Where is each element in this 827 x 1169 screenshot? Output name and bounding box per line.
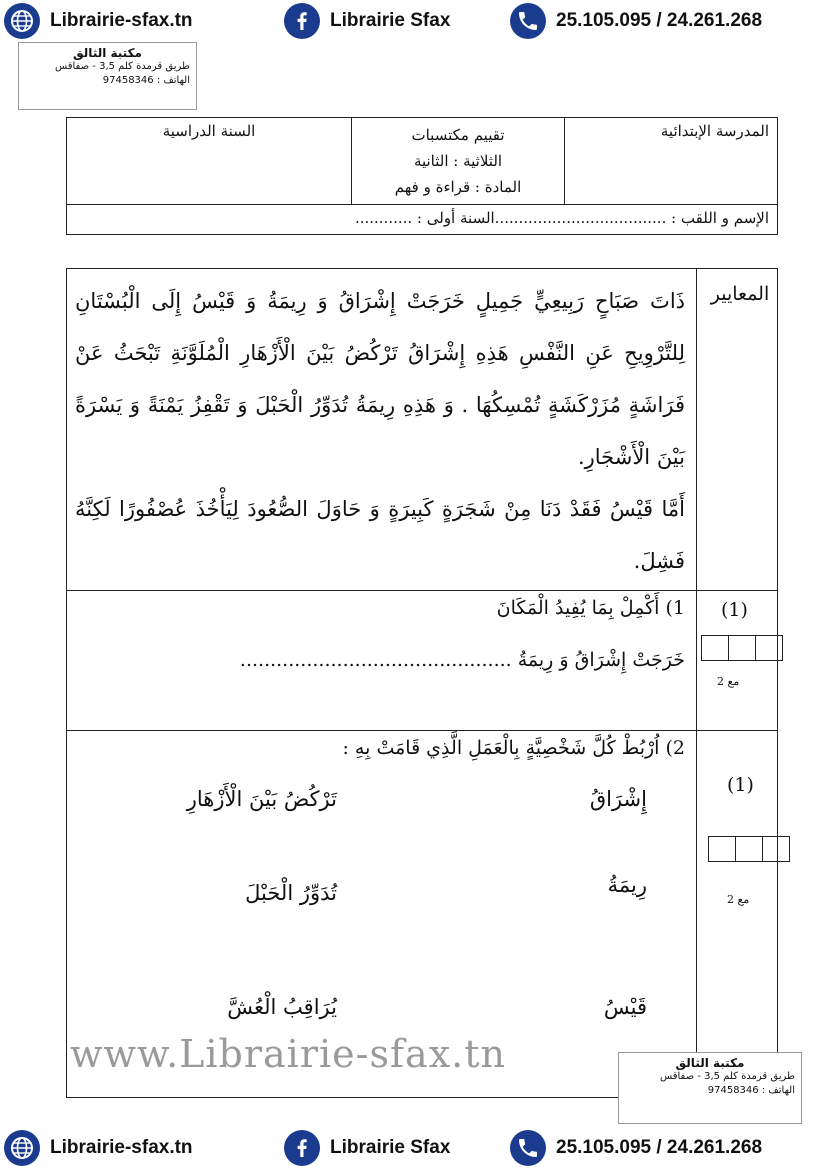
action-running[interactable]: تَرْكُضُ بَيْنَ الْأَزْهَارِ — [186, 787, 337, 811]
q2-mark: مع 2 — [727, 893, 750, 906]
year-cell — [67, 118, 352, 205]
q2-box[interactable] — [709, 837, 735, 861]
trimester: الثلاثية : الثانية — [413, 152, 503, 170]
stamp-phone-bottom: الهاتف : 97458346 — [707, 1085, 795, 1096]
phone-text-bottom: 25.105.095 / 24.261.268 — [556, 1137, 763, 1158]
q1-instruction: 1) أَكْمِلْ بِمَا يُفِيدُ الْمَكَانَ — [496, 597, 685, 619]
subject: المادة : قراءة و فهم — [394, 178, 522, 196]
criteria-divider — [696, 269, 697, 1097]
evaluation-title: تقييم مكتسبات — [411, 126, 505, 144]
exam-header — [66, 117, 778, 235]
evaluation-cell — [352, 118, 565, 205]
q1-answer-line[interactable]: خَرَجَتْ إِشْرَاقُ وَ رِيمَةُ ............................................. — [239, 649, 685, 671]
school-cell — [565, 118, 778, 205]
q1-criteria-boxes — [701, 635, 783, 661]
q2-instruction: 2) اُرْبُطْ كُلَّ شَخْصِيَّةٍ بِالْعَمَلِ الَّذِي قَامَتْ بِهِ : — [342, 737, 685, 759]
bookshop-stamp-bottom — [618, 1052, 802, 1124]
globe-icon — [4, 3, 40, 39]
school-name: المدرسة الإبتدائية — [660, 122, 769, 140]
globe-icon — [4, 1130, 40, 1166]
stamp-phone: الهاتف : 97458346 — [102, 75, 190, 86]
bookshop-stamp — [18, 42, 197, 110]
q1-box[interactable] — [702, 636, 728, 660]
q1-mark: مع 2 — [717, 675, 740, 688]
q2-score: (1) — [727, 774, 754, 796]
school-year: السنة الدراسية — [162, 122, 256, 140]
passage-paragraph-2: أَمَّا قَيْسُ فَقَدْ دَنَا مِنْ شَجَرَةٍ كَبِيرَةٍ وَ حَاوَلَ الصُّعُودَ لِيَأْخُذَ عُصْفُورًا لَكِنَّهُ فَشِلَ. — [75, 497, 685, 573]
q1-box[interactable] — [755, 636, 782, 660]
facebook-text: Librairie Sfax — [330, 10, 451, 31]
action-rope[interactable]: تُدَوِّرُ الْحَبْلَ — [245, 881, 337, 905]
facebook-link-bottom[interactable] — [284, 1127, 450, 1169]
stamp-address-bottom: طريق قرمدة كلم 3,5 - صفاقس — [659, 1071, 795, 1082]
phone-icon — [510, 3, 546, 39]
website-link[interactable] — [4, 0, 193, 42]
q1-box[interactable] — [728, 636, 755, 660]
website-watermark: www.Librairie-sfax.tn — [70, 1032, 506, 1076]
facebook-icon — [284, 3, 320, 39]
character-qays[interactable]: قَيْسُ — [603, 995, 647, 1019]
phone-text: 25.105.095 / 24.261.268 — [556, 10, 763, 31]
q2-criteria-boxes — [708, 836, 790, 862]
bottom-banner — [0, 1127, 827, 1169]
q2-box[interactable] — [762, 837, 789, 861]
website-text: Librairie-sfax.tn — [50, 10, 193, 31]
q2-box[interactable] — [735, 837, 762, 861]
top-banner — [0, 0, 827, 42]
phone-link[interactable] — [510, 0, 762, 42]
facebook-text-bottom: Librairie Sfax — [330, 1137, 451, 1158]
q1-score: (1) — [721, 599, 748, 621]
phone-icon — [510, 1130, 546, 1166]
passage-paragraph-1: ذَاتَ صَبَاحٍ رَبِيعِيٍّ جَمِيلٍ خَرَجَتْ إِشْرَاقُ وَ رِيمَةُ وَ قَيْسُ إِلَى الْبُسْتَانِ لِلتَّرْوِيحِ عَنِ النَّفْسِ هَذِهِ إِشْرَاقُ تَرْكُضُ بَيْنَ الْأَزْهَارِ الْمُلَوَّنَةِ تَبْحَثُ عَنْ فَرَاشَةٍ مُزَرْكَشَةٍ تُمْسِكُهَا . وَ هَذِهِ رِيمَةُ تُدَوِّرُ الْحَبْلَ وَ تَقْفِزُ يَمْنَةً وَ يَسْرَةً بَيْنَ الْأَشْجَارِ. — [75, 289, 685, 469]
criteria-label: المعايير — [710, 283, 770, 305]
stamp-title: مكتبة الثالق — [72, 46, 142, 60]
action-nest[interactable]: يُرَاقِبُ الْعُشَّ — [227, 995, 337, 1019]
website-text-bottom: Librairie-sfax.tn — [50, 1137, 193, 1158]
stamp-address: طريق قرمدة كلم 3,5 - صفاقس — [54, 61, 190, 72]
facebook-icon — [284, 1130, 320, 1166]
exam-body — [66, 268, 778, 1098]
divider-passage — [67, 590, 777, 591]
character-ishraq[interactable]: إِشْرَاقُ — [589, 787, 647, 811]
character-rima[interactable]: رِيمَةُ — [607, 873, 647, 897]
facebook-link[interactable] — [284, 0, 450, 42]
divider-q1 — [67, 730, 777, 731]
phone-link-bottom[interactable] — [510, 1127, 762, 1169]
website-link-bottom[interactable] — [4, 1127, 193, 1169]
name-line[interactable]: الإسم و اللقب : ....................................السنة أولى : ............ — [67, 205, 778, 235]
reading-passage — [75, 275, 685, 587]
stamp-title-bottom: مكتبة الثالق — [675, 1056, 745, 1070]
